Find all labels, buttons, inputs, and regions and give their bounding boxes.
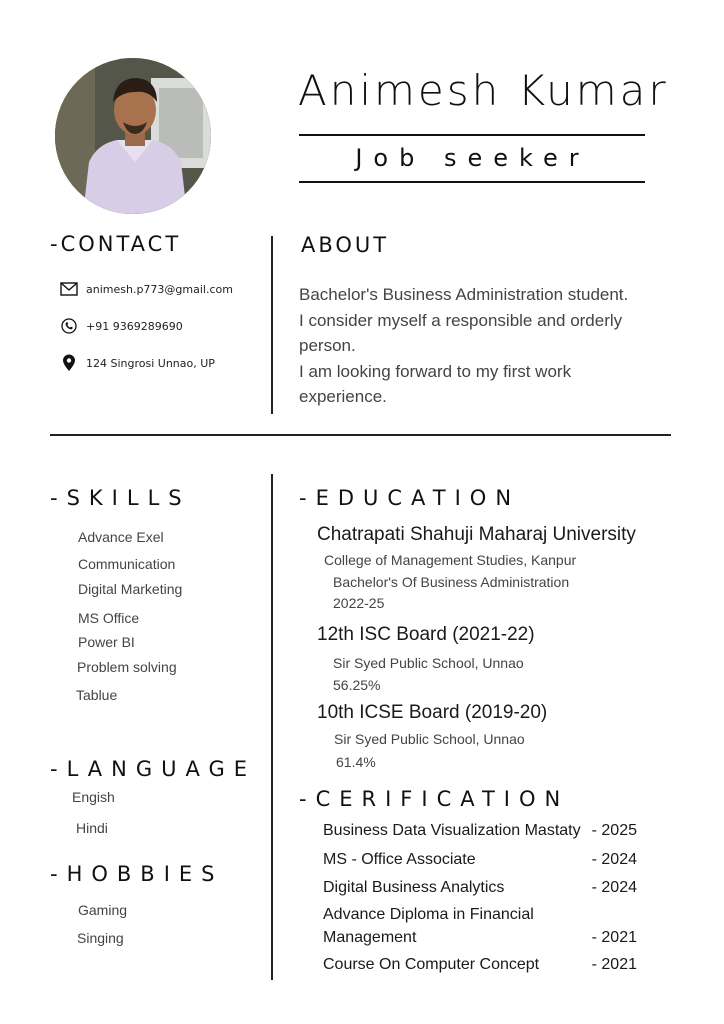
- about-line: I consider myself a responsible and orderly: [299, 310, 623, 330]
- education-detail: College of Management Studies, Kanpur: [324, 552, 577, 568]
- profile-photo-illustration: [55, 58, 211, 214]
- certification-heading: -CERIFICATION: [299, 787, 570, 811]
- candidate-name: Animesh Kumar: [298, 66, 669, 115]
- header-bottom-rule: [299, 181, 645, 183]
- certification-year: - 2021: [591, 929, 637, 946]
- hobbies-heading: -HOBBIES: [50, 862, 224, 886]
- education-detail: Sir Syed Public School, Unnao: [334, 731, 525, 747]
- contact-phone[interactable]: +91 9369289690: [86, 319, 183, 333]
- certification-year: - 2024: [591, 879, 637, 896]
- about-heading: ABOUT: [301, 233, 390, 257]
- certification-name: Management: [323, 929, 417, 946]
- education-detail: Bachelor's Of Business Administration: [333, 574, 570, 590]
- language-item: Engish: [72, 789, 115, 805]
- about-line: Bachelor's Business Administration student.: [299, 285, 629, 304]
- skill-item: Problem solving: [77, 659, 177, 675]
- contact-address-row: [60, 353, 215, 373]
- contact-address: 124 Singrosi Unnao, UP: [86, 356, 215, 370]
- skill-item: Tablue: [76, 687, 118, 703]
- profile-photo: [55, 58, 211, 214]
- education-title: 12th ISC Board (2021-22): [317, 624, 535, 645]
- certification-name: Digital Business Analytics: [323, 879, 505, 896]
- certification-name: Business Data Visualization Mastaty: [323, 822, 581, 839]
- section-divider: [50, 434, 671, 436]
- education-detail: Sir Syed Public School, Unnao: [333, 655, 524, 671]
- certification-name: Course On Computer Concept: [323, 956, 540, 973]
- skills-heading: -SKILLS: [50, 486, 191, 510]
- language-item: Hindi: [76, 820, 108, 836]
- language-heading: -LANGUAGE: [50, 757, 257, 781]
- contact-email-row: [60, 279, 233, 299]
- contact-heading: -CONTACT: [50, 232, 182, 256]
- lower-section-divider: [271, 474, 273, 980]
- skill-item: MS Office: [78, 610, 140, 626]
- about-line: I am looking forward to my first work: [299, 361, 572, 381]
- certification-year: - 2024: [591, 851, 637, 868]
- education-detail: 56.25%: [333, 677, 381, 693]
- certification-year: - 2021: [591, 956, 637, 973]
- contact-phone-row: [60, 316, 183, 336]
- education-detail: 61.4%: [336, 754, 376, 770]
- education-detail: 2022-25: [333, 595, 385, 611]
- education-title: Chatrapati Shahuji Maharaj University: [317, 524, 636, 545]
- skill-item: Advance Exel: [78, 529, 164, 545]
- header-top-rule: [299, 134, 645, 136]
- skill-item: Digital Marketing: [78, 581, 183, 597]
- candidate-role: Job seeker: [355, 144, 590, 172]
- skill-item: Power BI: [78, 634, 135, 650]
- about-line: person.: [299, 336, 356, 355]
- hobby-item: Gaming: [78, 902, 128, 918]
- education-heading: -EDUCATION: [299, 486, 521, 510]
- about-line: experience.: [299, 387, 387, 406]
- envelope-icon: [60, 280, 78, 298]
- skill-item: Communication: [78, 556, 176, 572]
- certification-year: - 2025: [591, 822, 637, 839]
- education-title: 10th ICSE Board (2019-20): [317, 702, 548, 723]
- hobby-item: Singing: [77, 930, 124, 946]
- phone-icon: [60, 317, 78, 335]
- certification-name: MS - Office Associate: [323, 851, 476, 868]
- about-text: [299, 282, 649, 410]
- location-pin-icon: [60, 354, 78, 372]
- certification-name: Advance Diploma in Financial: [323, 906, 534, 923]
- top-section-divider: [271, 236, 273, 414]
- contact-email[interactable]: animesh.p773@gmail.com: [86, 282, 233, 296]
